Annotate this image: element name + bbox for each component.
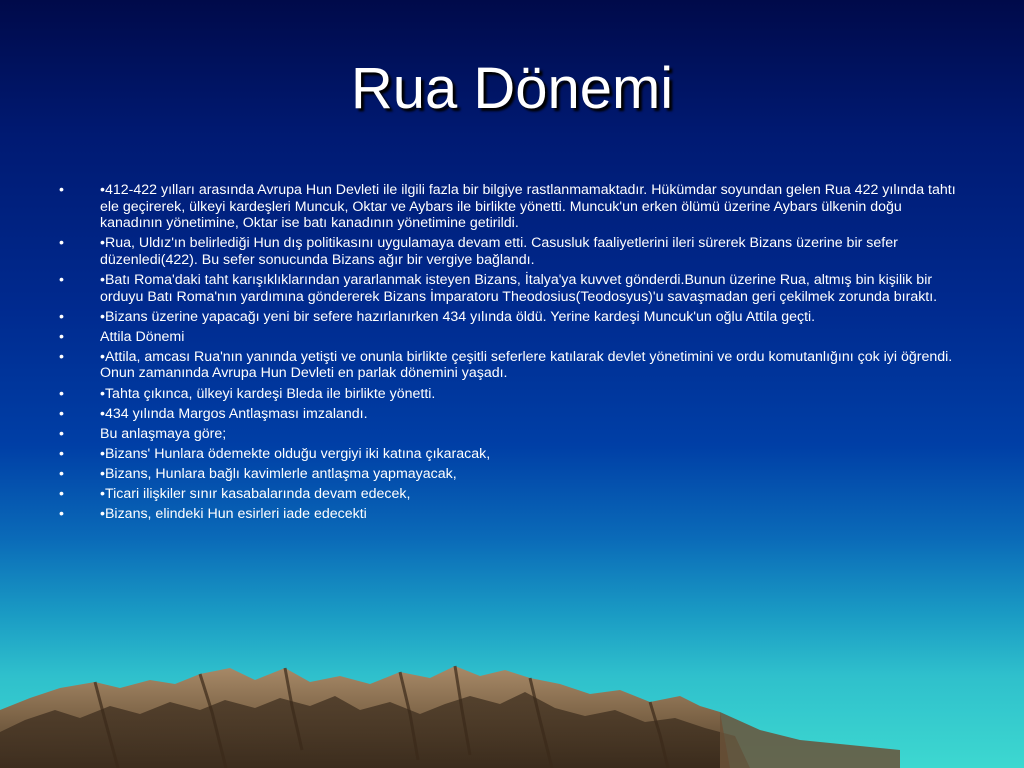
- list-item: [56, 309, 964, 326]
- list-item-text: •412-422 yılları arasında Avrupa Hun Devleti ile ilgili fazla bir bilgiye rastlanmamaktadır. Hükümdar soyundan gelen Rua 422 yılında tahtı ele geçirerek, ülkeyi kardeşleri Muncuk, Oktar ve Aybars ile birlikte yönetti. Muncuk'un erken ölümü üzerine Aybars ülkenin doğu kanadının yönetimine, Oktar ise batı kanadının yönetimine getirildi.: [100, 182, 956, 232]
- bullet-icon: •: [59, 425, 64, 442]
- bullet-icon: •: [59, 348, 64, 365]
- list-item-text: •Batı Roma'daki taht karışıklıklarından yararlanmak isteyen Bizans, İtalya'ya kuvvet gönderdi.Bunun üzerine Rua, altmış bin kişilik bir orduyu Batı Roma'nın yardımına göndererek Bizans İmparatoru Theodosius(Teodosyus)'u savaşmadan geri çekilmek zorunda bıraktı.: [100, 271, 938, 305]
- list-item: [56, 466, 964, 483]
- list-item: [56, 406, 964, 423]
- list-item-text: Bu anlaşmaya göre;: [100, 425, 227, 442]
- bullet-icon: •: [59, 271, 64, 288]
- bullet-icon: •: [59, 182, 64, 198]
- list-item-text: •Tahta çıkınca, ülkeyi kardeşi Bleda ile birlikte yönetti.: [100, 385, 436, 402]
- bullet-icon: •: [59, 328, 64, 345]
- bullet-list: [56, 182, 964, 526]
- list-item-text: •Bizans' Hunlara ödemekte olduğu vergiyi iki katına çıkaracak,: [100, 445, 491, 462]
- list-item-text: •Rua, Uldız'ın belirlediği Hun dış politikasını uygulamaya devam etti. Casusluk faaliyetlerini ileri sürerek Bizans üzerine bir sefer düzenledi(422). Bu sefer sonucunda Bizans ağır bir vergiye bağlandı.: [100, 235, 898, 268]
- list-item: [56, 182, 964, 232]
- bullet-icon: •: [59, 405, 64, 422]
- list-item: [56, 486, 964, 503]
- list-item: [56, 426, 964, 443]
- list-item: [56, 506, 964, 523]
- mountain-range-illustration: [0, 610, 1024, 768]
- list-item: [56, 272, 964, 305]
- list-item: [56, 349, 964, 382]
- list-item-text: •Bizans, elindeki Hun esirleri iade edecekti: [100, 506, 367, 523]
- list-item: [56, 446, 964, 463]
- list-item: [56, 235, 964, 268]
- bullet-icon: •: [59, 308, 64, 325]
- list-item: [56, 329, 964, 346]
- bullet-icon: •: [59, 385, 64, 402]
- bullet-icon: •: [59, 506, 64, 523]
- mountain-right: [720, 712, 900, 768]
- bullet-icon: •: [59, 235, 64, 252]
- bullet-icon: •: [59, 486, 64, 502]
- bullet-icon: •: [59, 465, 64, 482]
- list-item-text: •434 yılında Margos Antlaşması imzalandı.: [100, 405, 368, 422]
- list-item-text: Attila Dönemi: [100, 328, 185, 345]
- slide-title: Rua Dönemi: [350, 56, 674, 121]
- list-item-text: •Attila, amcası Rua'nın yanında yetişti ve onunla birlikte çeşitli seferlere katılarak devlet yönetimini ve ordu komutanlığını çok iyi öğrendi. Onun zamanında Avrupa Hun Devleti en parlak dönemini yaşadı.: [100, 348, 953, 382]
- bullet-icon: •: [59, 445, 64, 462]
- list-item-text: •Ticari ilişkiler sınır kasabalarında devam edecek,: [100, 486, 411, 502]
- list-item: [56, 386, 964, 403]
- list-item-text: •Bizans üzerine yapacağı yeni bir sefere hazırlanırken 434 yılında öldü. Yerine kardeşi Muncuk'un oğlu Attila geçti.: [100, 308, 816, 325]
- list-item-text: •Bizans, Hunlara bağlı kavimlerle antlaşma yapmayacak,: [100, 465, 457, 482]
